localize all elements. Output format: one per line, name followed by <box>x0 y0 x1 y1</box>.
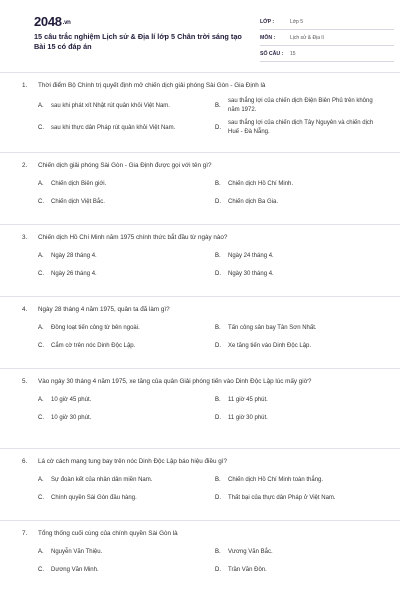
option-grid <box>22 243 374 281</box>
worksheet-title: 15 câu trắc nghiệm Lịch sử & Địa lí lớp 5 Chân trời sáng tạo Bài 15 có đáp án <box>34 32 242 51</box>
logo-main: 2048 <box>34 14 62 29</box>
option-text: Nguyễn Văn Thiệu. <box>51 548 103 555</box>
meta-table <box>260 14 394 62</box>
option-letter: D. <box>215 270 221 277</box>
question-body: Ngày 28 tháng 4 năm 1975, quân ta đã làm gì? <box>38 306 170 313</box>
option-text: Chiến dịch Biên giới. <box>51 180 107 187</box>
answer-option[interactable] <box>215 97 374 115</box>
answer-option[interactable] <box>38 119 197 137</box>
question-text <box>22 225 374 243</box>
option-grid <box>22 467 374 505</box>
option-letter: B. <box>215 252 221 259</box>
option-text: Dương Văn Minh. <box>51 566 99 573</box>
answer-option[interactable] <box>215 119 374 137</box>
question-text <box>22 297 374 315</box>
option-text: Xe tăng tiến vào Dinh Độc Lập. <box>228 342 312 349</box>
question-text <box>22 449 374 467</box>
question-number: 7. <box>22 530 28 537</box>
option-text: Thất bại của thực dân Pháp ở Việt Nam. <box>228 494 336 501</box>
option-grid <box>22 171 374 209</box>
question-block <box>0 72 400 152</box>
option-grid <box>22 315 374 353</box>
answer-option[interactable] <box>215 195 374 209</box>
site-logo[interactable] <box>34 14 71 29</box>
question-body: Chiến dịch Hồ Chí Minh năm 1975 chính thức bắt đầu từ ngày nào? <box>38 234 228 241</box>
option-letter: B. <box>215 396 221 403</box>
option-letter: A. <box>38 102 44 109</box>
question-number: 2. <box>22 162 28 169</box>
option-text: Ngày 28 tháng 4. <box>51 252 97 259</box>
answer-option[interactable] <box>38 563 197 577</box>
option-letter: D. <box>215 124 221 131</box>
answer-option[interactable] <box>38 321 197 335</box>
option-letter: D. <box>215 566 221 573</box>
question-block <box>0 224 400 296</box>
question-body: Thời điểm Bộ Chính trị quyết định mở chiến dịch giải phóng Sài Gòn - Gia Định là <box>38 82 266 89</box>
answer-option[interactable] <box>38 473 197 487</box>
option-text: Trần Văn Đôn. <box>228 566 267 573</box>
option-letter: A. <box>38 548 44 555</box>
answer-option[interactable] <box>38 393 197 407</box>
question-text <box>22 73 374 91</box>
option-text: Chiến dịch Hồ Chí Minh. <box>228 180 294 187</box>
answer-option[interactable] <box>215 177 374 191</box>
meta-value: Lớp 5 <box>290 18 304 25</box>
option-text: Ngày 26 tháng 4. <box>51 270 97 277</box>
option-text: Vương Văn Bắc. <box>228 548 273 555</box>
question-block <box>0 448 400 520</box>
option-letter: D. <box>215 198 221 205</box>
option-text: Sự đoàn kết của nhân dân miền Nam. <box>51 476 153 483</box>
option-text: sau khi phát xít Nhật rút quân khỏi Việt Nam. <box>51 102 170 109</box>
question-number: 4. <box>22 306 28 313</box>
option-letter: C. <box>38 566 44 573</box>
option-text: 11 giờ 45 phút. <box>228 396 268 403</box>
answer-option[interactable] <box>215 563 374 577</box>
header <box>14 0 386 66</box>
option-text: 11 giờ 30 phút. <box>228 414 268 421</box>
question-text <box>22 153 374 171</box>
option-letter: A. <box>38 324 44 331</box>
option-letter: C. <box>38 342 44 349</box>
option-text: Đồng loạt tiến công từ bên ngoài. <box>51 324 140 331</box>
answer-option[interactable] <box>38 411 197 425</box>
option-letter: A. <box>38 396 44 403</box>
meta-row-count <box>260 46 394 62</box>
option-letter: C. <box>38 124 44 131</box>
option-grid <box>22 539 374 577</box>
question-list <box>0 72 400 580</box>
question-number: 5. <box>22 378 28 385</box>
question-block <box>0 368 400 448</box>
option-grid <box>22 387 374 425</box>
option-text: Tấn công sân bay Tân Sơn Nhất. <box>228 324 317 331</box>
answer-option[interactable] <box>215 393 374 407</box>
option-text: sau khi thực dân Pháp rút quân khỏi Việt Nam. <box>51 124 176 131</box>
option-text: Cắm cờ trên nóc Dinh Độc Lập. <box>51 342 136 349</box>
question-block <box>0 520 400 580</box>
option-text: sau thắng lợi của chiến dịch Điện Biên Phủ trên không năm 1972. <box>228 98 373 113</box>
question-number: 3. <box>22 234 28 241</box>
answer-option[interactable] <box>38 339 197 353</box>
answer-option[interactable] <box>38 177 197 191</box>
option-grid <box>22 91 374 137</box>
option-letter: C. <box>38 270 44 277</box>
question-block <box>0 296 400 368</box>
answer-option[interactable] <box>215 545 374 559</box>
meta-row-grade <box>260 14 394 30</box>
answer-option[interactable] <box>38 545 197 559</box>
option-letter: C. <box>38 198 44 205</box>
question-text <box>22 369 374 387</box>
meta-label: LỚP : <box>260 18 275 25</box>
option-letter: D. <box>215 494 221 501</box>
answer-option[interactable] <box>215 411 374 425</box>
option-text: Ngày 24 tháng 4. <box>228 252 274 259</box>
answer-option[interactable] <box>215 249 374 263</box>
answer-option[interactable] <box>38 267 197 281</box>
meta-value: 15 <box>290 50 296 57</box>
logo-suffix: .vn <box>62 19 71 26</box>
option-letter: D. <box>215 414 221 421</box>
answer-option[interactable] <box>38 195 197 209</box>
option-letter: A. <box>38 252 44 259</box>
option-letter: C. <box>38 414 44 421</box>
meta-row-subject <box>260 30 394 46</box>
option-letter: B. <box>215 324 221 331</box>
option-text: 10 giờ 45 phút. <box>51 396 92 403</box>
option-text: 10 giờ 30 phút. <box>51 414 92 421</box>
answer-option[interactable] <box>215 473 374 487</box>
option-letter: A. <box>38 180 44 187</box>
answer-option[interactable] <box>215 491 374 505</box>
option-text: Chiến dịch Hồ Chí Minh toàn thắng. <box>228 476 324 483</box>
meta-label: MÔN : <box>260 34 276 41</box>
question-text <box>22 521 374 539</box>
option-letter: B. <box>215 476 221 483</box>
question-number: 1. <box>22 82 28 89</box>
option-letter: B. <box>215 180 221 187</box>
option-letter: B. <box>215 548 221 555</box>
option-text: sau thắng lợi của chiến dịch Tây Nguyên và chiến dịch Huế - Đà Nẵng. <box>228 120 374 135</box>
answer-option[interactable] <box>38 491 197 505</box>
answer-option[interactable] <box>215 267 374 281</box>
option-text: Chiến dịch Ba Gia. <box>228 198 279 205</box>
option-text: Chính quyền Sài Gòn đầu hàng. <box>51 494 137 501</box>
answer-option[interactable] <box>38 249 197 263</box>
question-block <box>0 152 400 224</box>
question-body: Tổng thống cuối cùng của chính quyền Sài Gòn là <box>38 530 178 537</box>
question-body: Chiến dịch giải phóng Sài Gòn - Gia Định được gọi với tên gì? <box>38 162 212 169</box>
meta-value: Lịch sử & Địa lí <box>290 34 324 41</box>
option-text: Chiến dịch Việt Bắc. <box>51 198 105 205</box>
question-number: 6. <box>22 458 28 465</box>
answer-option[interactable] <box>215 339 374 353</box>
answer-option[interactable] <box>215 321 374 335</box>
question-body: Lá cờ cách mạng tung bay trên nóc Dinh Độc Lập báo hiệu điều gì? <box>38 458 227 465</box>
option-text: Ngày 30 tháng 4. <box>228 270 274 277</box>
option-letter: A. <box>38 476 44 483</box>
option-letter: C. <box>38 494 44 501</box>
option-letter: D. <box>215 342 221 349</box>
meta-label: SỐ CÂU : <box>260 50 284 57</box>
question-body: Vào ngày 30 tháng 4 năm 1975, xe tăng của quân Giải phóng tiến vào Dinh Độc Lập lúc mấy giờ? <box>38 378 312 385</box>
answer-option[interactable] <box>38 97 197 115</box>
option-letter: B. <box>215 102 221 109</box>
